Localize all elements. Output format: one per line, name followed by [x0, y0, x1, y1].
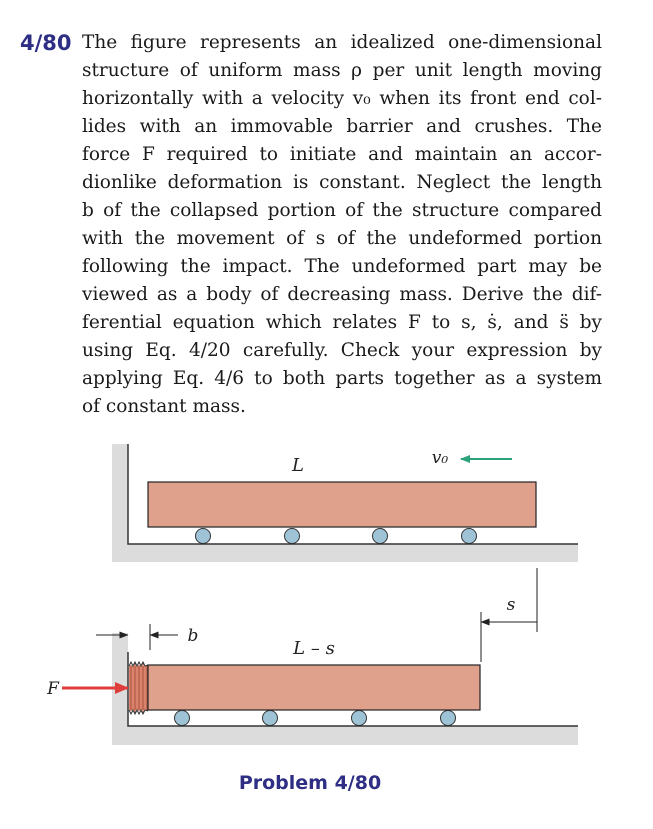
top-diagram — [112, 444, 578, 562]
roller — [352, 711, 367, 726]
problem-line: horizontally with a velocity v₀ when its front end col- — [82, 88, 602, 109]
problem-line: following the impact. The undeformed part may be — [82, 256, 602, 277]
problem-line: The figure represents an idealized one-dimensional — [82, 32, 602, 53]
top-length-label: L — [292, 455, 304, 476]
problem-line: viewed as a body of decreasing mass. Derive the dif- — [82, 284, 602, 305]
problem-line: dionlike deformation is constant. Neglect the length — [82, 172, 602, 193]
velocity-label: v₀ — [431, 448, 449, 468]
roller — [285, 529, 300, 544]
problem-caption: Problem 4/80 — [238, 772, 382, 794]
roller — [462, 529, 477, 544]
bottom-length-label: L – s — [293, 638, 335, 659]
top-structure — [148, 482, 536, 527]
problem-line: with the movement of s of the undeformed portion — [82, 228, 602, 249]
bottom-structure — [148, 665, 480, 710]
force-label: F — [47, 679, 59, 699]
problem-number: 4/80 — [20, 31, 72, 55]
problem-line: force F required to initiate and maintain an accor- — [82, 144, 602, 165]
roller — [175, 711, 190, 726]
roller — [441, 711, 456, 726]
roller — [373, 529, 388, 544]
problem-line: structure of uniform mass ρ per unit length moving — [82, 60, 602, 81]
problem-line: using Eq. 4/20 carefully. Check your expression by — [82, 340, 602, 361]
problem-line: b of the collapsed portion of the structure compared — [82, 200, 602, 221]
s-label: s — [506, 595, 516, 615]
bottom-diagram — [46, 568, 578, 745]
b-label: b — [187, 626, 199, 646]
roller — [196, 529, 211, 544]
problem-line: ferential equation which relates F to s, ṡ, and s̈ by — [82, 312, 602, 333]
problem-line: lides with an immovable barrier and crushes. The — [82, 116, 602, 137]
problem-line: applying Eq. 4/6 to both parts together as a system — [82, 368, 602, 389]
problem-line: of constant mass. — [82, 396, 246, 417]
roller — [263, 711, 278, 726]
